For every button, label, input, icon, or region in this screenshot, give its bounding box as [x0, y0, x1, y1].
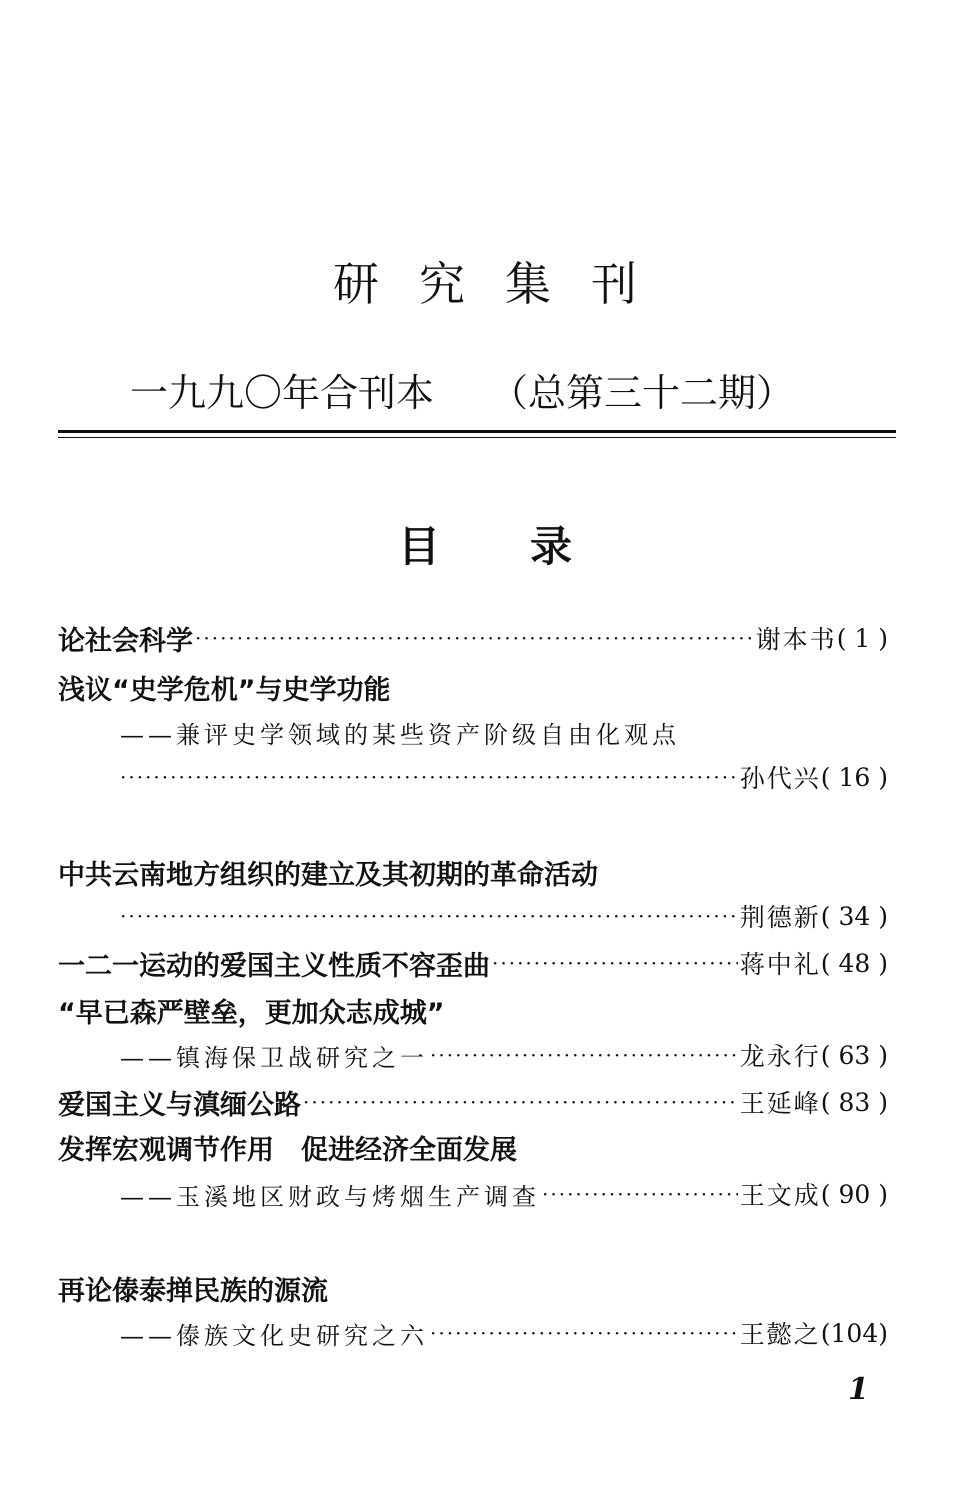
leader-dots: [430, 1043, 738, 1067]
header-rule-thin: [58, 437, 896, 438]
toc-entry[interactable]: [58, 667, 888, 707]
toc-entry[interactable]: [58, 1082, 888, 1122]
entry-title: 发挥宏观调节作用 促进经济全面发展: [58, 1134, 517, 1166]
toc-entry-leader: [120, 896, 888, 936]
toc-entry[interactable]: [58, 990, 888, 1030]
entry-page: ( 63 ): [820, 1040, 888, 1070]
entry-page: ( 1 ): [836, 623, 888, 653]
entry-author: 谢本书: [755, 625, 837, 654]
toc-heading: 目录: [397, 522, 662, 571]
entry-title: “早已森严壁垒，更加众志成城”: [58, 997, 445, 1029]
journal-title: 研究集刊: [333, 257, 677, 311]
entry-page: ( 90 ): [820, 1179, 888, 1209]
toc-entry-subtitle: [120, 712, 888, 752]
entry-subtitle: ——兼评史学领域的某些资产阶级自由化观点: [120, 720, 680, 749]
entry-page: ( 16 ): [820, 762, 888, 792]
toc-entry-leader: [120, 757, 888, 797]
entry-page: ( 34 ): [820, 901, 888, 931]
toc-entry-subtitle: [120, 1313, 888, 1353]
entry-title: 中共云南地方组织的建立及其初期的革命活动: [58, 859, 598, 891]
entry-author: 蒋中礼: [739, 950, 821, 979]
entry-title: 再论傣泰掸民族的源流: [58, 1275, 328, 1307]
leader-dots: [303, 1090, 738, 1114]
leader-dots: [195, 626, 754, 650]
entry-subtitle: ——玉溪地区财政与烤烟生产调查: [120, 1182, 540, 1211]
entry-author: 王懿之: [739, 1320, 821, 1349]
issue-number: （总第三十二期）: [490, 371, 795, 415]
toc-entry[interactable]: [58, 943, 888, 983]
page-number: 1: [848, 1372, 869, 1407]
entry-author: 王文成: [739, 1181, 821, 1210]
leader-dots: [492, 951, 738, 975]
entry-page: ( 48 ): [820, 948, 888, 978]
entry-title: 论社会科学: [58, 625, 193, 657]
entry-author: 龙永行: [739, 1042, 821, 1071]
toc-entry-subtitle: [120, 1035, 888, 1075]
issue-year: 一九九〇年合刊本: [130, 371, 435, 415]
entry-author: 孙代兴: [739, 764, 821, 793]
entry-subtitle: ——镇海保卫战研究之一: [120, 1043, 428, 1072]
issue-subtitle: [130, 362, 794, 417]
toc-entry-subtitle: [120, 1174, 888, 1214]
entry-title: 一二一运动的爱国主义性质不容歪曲: [58, 950, 490, 982]
toc-entry[interactable]: [58, 1268, 888, 1308]
entry-page: (104): [820, 1318, 888, 1348]
toc-entry[interactable]: [58, 1127, 888, 1167]
entry-subtitle: ——傣族文化史研究之六: [120, 1321, 428, 1350]
leader-dots: [120, 904, 738, 928]
leader-dots: [430, 1321, 738, 1345]
entry-author: 王延峰: [739, 1089, 821, 1118]
toc-entry[interactable]: [58, 852, 888, 892]
entry-page: ( 83 ): [820, 1087, 888, 1117]
toc-entry[interactable]: [58, 618, 888, 658]
entry-title: 爱国主义与滇缅公路: [58, 1089, 301, 1121]
entry-title: 浅议“史学危机”与史学功能: [58, 674, 391, 706]
leader-dots: [120, 765, 738, 789]
header-rule-thick: [58, 430, 896, 433]
entry-author: 荆德新: [739, 903, 821, 932]
leader-dots: [542, 1182, 738, 1206]
